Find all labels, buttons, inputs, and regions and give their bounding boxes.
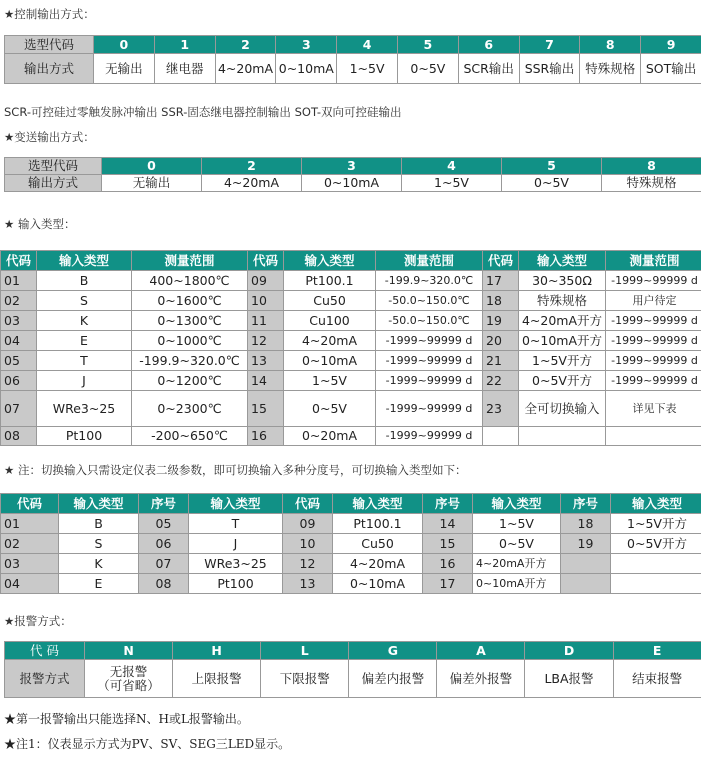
table-cell: Pt100.1: [333, 514, 423, 534]
table-cell: 18: [483, 291, 519, 311]
table-cell: 用户待定: [606, 291, 701, 311]
table-row: [1, 514, 701, 534]
alarm-code-cell: H: [173, 642, 261, 660]
display-note: ★注1：仪表显示方式为PV、SV、SEG三LED显示。: [4, 737, 291, 751]
table-cell: 0~10mA: [284, 351, 376, 371]
output-mode-cell: 1~5V: [337, 54, 398, 84]
table-cell: 03: [1, 554, 59, 574]
table-cell: J: [189, 534, 283, 554]
table-cell: 07: [1, 391, 37, 427]
column-header: 输入类型: [473, 494, 561, 514]
alarm-mode-cell: LBA报警: [525, 660, 613, 698]
table-cell: 0~1300℃: [132, 311, 248, 331]
alarm-mode-label: 报警方式: [5, 660, 85, 698]
table-cell: -1999~99999 d: [376, 351, 483, 371]
alarm-mode-cell: 上限报警: [173, 660, 261, 698]
alarm-heading: ★报警方式：: [4, 614, 72, 628]
table-cell: 21: [483, 351, 519, 371]
table-cell: 04: [1, 331, 37, 351]
table-cell: 08: [1, 427, 37, 446]
table-cell: Pt100.1: [284, 271, 376, 291]
table-cell: -50.0~150.0℃: [376, 311, 483, 331]
table-cell: 12: [283, 554, 333, 574]
table-cell: 22: [483, 371, 519, 391]
table-cell: WRe3~25: [37, 391, 132, 427]
table-cell: 01: [1, 271, 37, 291]
table-cell: -1999~99999 d: [606, 331, 701, 351]
table-cell: 17: [423, 574, 473, 594]
table-cell: [611, 554, 701, 574]
table-cell: 06: [139, 534, 189, 554]
table-cell: -1999~99999 d: [376, 371, 483, 391]
table-cell: 特殊规格: [519, 291, 606, 311]
table-cell: Cu50: [284, 291, 376, 311]
output-mode-cell: 4~20mA: [215, 54, 276, 84]
output-mode-cell: 1~5V: [402, 175, 502, 192]
table-cell: [561, 574, 611, 594]
code-cell: 2: [202, 158, 302, 175]
column-header: 输入类型: [284, 251, 376, 271]
table-cell: 0~10mA开方: [519, 331, 606, 351]
output-mode-cell: 特殊规格: [580, 54, 641, 84]
output-mode-cell: 无输出: [94, 54, 155, 84]
alarm-code-label: 代 码: [5, 642, 85, 660]
table-cell: S: [37, 291, 132, 311]
alarm-mode-cell: 无报警 （可省略）: [85, 660, 173, 698]
code-cell: 7: [519, 36, 580, 54]
table-cell: 4~20mA开方: [519, 311, 606, 331]
select-code-label: 选型代码: [5, 36, 94, 54]
table-row: [1, 574, 701, 594]
control-output-heading: ★控制输出方式：: [4, 7, 95, 21]
column-header: 序号: [423, 494, 473, 514]
code-cell: 3: [302, 158, 402, 175]
table-cell: 14: [248, 371, 284, 391]
table-cell: 0~5V: [473, 534, 561, 554]
output-abbrev-footnote: SCR-可控硅过零触发脉冲输出 SSR-固态继电器控制输出 SOT-双向可控硅输出: [4, 105, 402, 119]
table-row: [1, 391, 701, 427]
table-cell: T: [189, 514, 283, 534]
table-cell: B: [37, 271, 132, 291]
column-header: 序号: [139, 494, 189, 514]
table-cell: 09: [248, 271, 284, 291]
alarm-mode-cell: 偏差外报警: [437, 660, 525, 698]
table-cell: -1999~99999 d: [606, 271, 701, 291]
table-cell: Pt100: [189, 574, 283, 594]
table-cell: [611, 574, 701, 594]
table-cell: 4~20mA: [284, 331, 376, 351]
table-cell: 400~1800℃: [132, 271, 248, 291]
table-cell: 全可切换输入: [519, 391, 606, 427]
code-cell: 5: [397, 36, 458, 54]
table-cell: E: [59, 574, 139, 594]
table-cell: E: [37, 331, 132, 351]
table-cell: K: [37, 311, 132, 331]
table-cell: 12: [248, 331, 284, 351]
table-cell: [606, 427, 701, 446]
column-header: 输入类型: [59, 494, 139, 514]
table-cell: [561, 554, 611, 574]
table-cell: 0~1600℃: [132, 291, 248, 311]
output-mode-cell: 0~5V: [397, 54, 458, 84]
code-cell: 8: [580, 36, 641, 54]
table-cell: 05: [139, 514, 189, 534]
table-cell: -1999~99999 d: [376, 427, 483, 446]
alarm-mode-table: [4, 641, 701, 698]
table-cell: 0~2300℃: [132, 391, 248, 427]
table-cell: K: [59, 554, 139, 574]
column-header: 测量范围: [132, 251, 248, 271]
table-cell: -1999~99999 d: [606, 311, 701, 331]
table-cell: 0~20mA: [284, 427, 376, 446]
table-row: [1, 554, 701, 574]
select-code-label: 选型代码: [5, 158, 102, 175]
table-cell: 06: [1, 371, 37, 391]
table-cell: J: [37, 371, 132, 391]
column-header: 输入类型: [519, 251, 606, 271]
table-cell: 1~5V开方: [611, 514, 701, 534]
table-cell: 02: [1, 291, 37, 311]
table-cell: 18: [561, 514, 611, 534]
output-mode-cell: 继电器: [154, 54, 215, 84]
table-cell: 15: [248, 391, 284, 427]
table-cell: WRe3~25: [189, 554, 283, 574]
table-cell: B: [59, 514, 139, 534]
switch-input-table: [0, 493, 701, 594]
table-cell: T: [37, 351, 132, 371]
table-cell: [483, 427, 519, 446]
table-cell: 详见下表: [606, 391, 701, 427]
output-mode-cell: 无输出: [102, 175, 202, 192]
column-header: 代码: [248, 251, 284, 271]
table-cell: -1999~99999 d: [376, 331, 483, 351]
alarm-code-cell: D: [525, 642, 613, 660]
output-mode-label: 输出方式: [5, 175, 102, 192]
column-header: 测量范围: [606, 251, 701, 271]
code-cell: 0: [94, 36, 155, 54]
input-type-table: [0, 250, 701, 446]
table-cell: 09: [283, 514, 333, 534]
code-cell: 0: [102, 158, 202, 175]
table-cell: 07: [139, 554, 189, 574]
column-header: 输入类型: [333, 494, 423, 514]
output-mode-cell: 0~10mA: [302, 175, 402, 192]
output-mode-cell: SOT输出: [641, 54, 701, 84]
table-row: [1, 427, 701, 446]
table-row: [1, 291, 701, 311]
alarm-code-cell: A: [437, 642, 525, 660]
table-row: [1, 351, 701, 371]
table-cell: 13: [283, 574, 333, 594]
input-type-heading: ★ 输入类型：: [4, 217, 76, 231]
table-cell: 4~20mA开方: [473, 554, 561, 574]
transmit-output-table: [4, 157, 701, 192]
column-header: 序号: [561, 494, 611, 514]
table-cell: 17: [483, 271, 519, 291]
column-header: 输入类型: [611, 494, 701, 514]
table-cell: 30~350Ω: [519, 271, 606, 291]
table-cell: 1~5V开方: [519, 351, 606, 371]
table-cell: -50.0~150.0℃: [376, 291, 483, 311]
control-output-table: [4, 35, 701, 84]
output-mode-label: 输出方式: [5, 54, 94, 84]
code-cell: 5: [502, 158, 602, 175]
table-cell: Pt100: [37, 427, 132, 446]
table-cell: -199.9~320.0℃: [132, 351, 248, 371]
output-mode-cell: SSR输出: [519, 54, 580, 84]
output-mode-cell: 0~10mA: [276, 54, 337, 84]
table-cell: 0~10mA开方: [473, 574, 561, 594]
table-cell: -1999~99999 d: [606, 351, 701, 371]
alarm-mode-cell: 结束报警: [613, 660, 701, 698]
table-cell: 1~5V: [473, 514, 561, 534]
output-mode-cell: 0~5V: [502, 175, 602, 192]
output-mode-cell: 4~20mA: [202, 175, 302, 192]
table-row: [1, 371, 701, 391]
column-header: 测量范围: [376, 251, 483, 271]
column-header: 输入类型: [189, 494, 283, 514]
table-cell: 02: [1, 534, 59, 554]
alarm-mode-cell: 下限报警: [261, 660, 349, 698]
table-cell: 4~20mA: [333, 554, 423, 574]
alarm-note: ★第一报警输出只能选择N、H或L报警输出。: [4, 712, 249, 726]
alarm-code-cell: G: [349, 642, 437, 660]
transmit-output-heading: ★变送输出方式：: [4, 130, 95, 144]
table-cell: 1~5V: [284, 371, 376, 391]
column-header: 代码: [1, 251, 37, 271]
table-cell: -200~650℃: [132, 427, 248, 446]
alarm-mode-cell: 偏差内报警: [349, 660, 437, 698]
switch-input-note: ★ 注：切换输入只需设定仪表二级参数，即可切换输入多种分度号，可切换输入类型如下：: [4, 463, 467, 477]
code-cell: 3: [276, 36, 337, 54]
output-mode-cell: SCR输出: [458, 54, 519, 84]
code-cell: 4: [402, 158, 502, 175]
table-cell: 19: [483, 311, 519, 331]
table-cell: 0~5V: [284, 391, 376, 427]
column-header: 代码: [483, 251, 519, 271]
alarm-code-cell: N: [85, 642, 173, 660]
table-cell: -1999~99999 d: [606, 371, 701, 391]
column-header: 代码: [1, 494, 59, 514]
code-cell: 6: [458, 36, 519, 54]
table-cell: Cu100: [284, 311, 376, 331]
table-row: [1, 311, 701, 331]
alarm-code-cell: L: [261, 642, 349, 660]
code-cell: 8: [602, 158, 701, 175]
table-cell: 16: [423, 554, 473, 574]
table-row: [1, 331, 701, 351]
table-cell: 05: [1, 351, 37, 371]
table-row: [1, 534, 701, 554]
table-cell: 19: [561, 534, 611, 554]
column-header: 输入类型: [37, 251, 132, 271]
table-cell: 0~1000℃: [132, 331, 248, 351]
code-cell: 2: [215, 36, 276, 54]
table-cell: 20: [483, 331, 519, 351]
table-cell: 10: [248, 291, 284, 311]
table-cell: Cu50: [333, 534, 423, 554]
table-cell: 16: [248, 427, 284, 446]
code-cell: 9: [641, 36, 701, 54]
table-cell: 0~5V开方: [611, 534, 701, 554]
table-cell: S: [59, 534, 139, 554]
table-cell: 23: [483, 391, 519, 427]
table-cell: 0~1200℃: [132, 371, 248, 391]
table-cell: 01: [1, 514, 59, 534]
output-mode-cell: 特殊规格: [602, 175, 701, 192]
alarm-code-cell: E: [613, 642, 701, 660]
table-cell: [519, 427, 606, 446]
table-cell: 14: [423, 514, 473, 534]
table-cell: 0~5V开方: [519, 371, 606, 391]
table-cell: 10: [283, 534, 333, 554]
table-cell: 03: [1, 311, 37, 331]
table-cell: 11: [248, 311, 284, 331]
table-cell: 08: [139, 574, 189, 594]
code-cell: 4: [337, 36, 398, 54]
table-cell: -1999~99999 d: [376, 391, 483, 427]
table-cell: 15: [423, 534, 473, 554]
table-row: [1, 271, 701, 291]
column-header: 代码: [283, 494, 333, 514]
table-cell: 0~10mA: [333, 574, 423, 594]
code-cell: 1: [154, 36, 215, 54]
table-cell: 13: [248, 351, 284, 371]
table-cell: 04: [1, 574, 59, 594]
table-cell: -199.9~320.0℃: [376, 271, 483, 291]
